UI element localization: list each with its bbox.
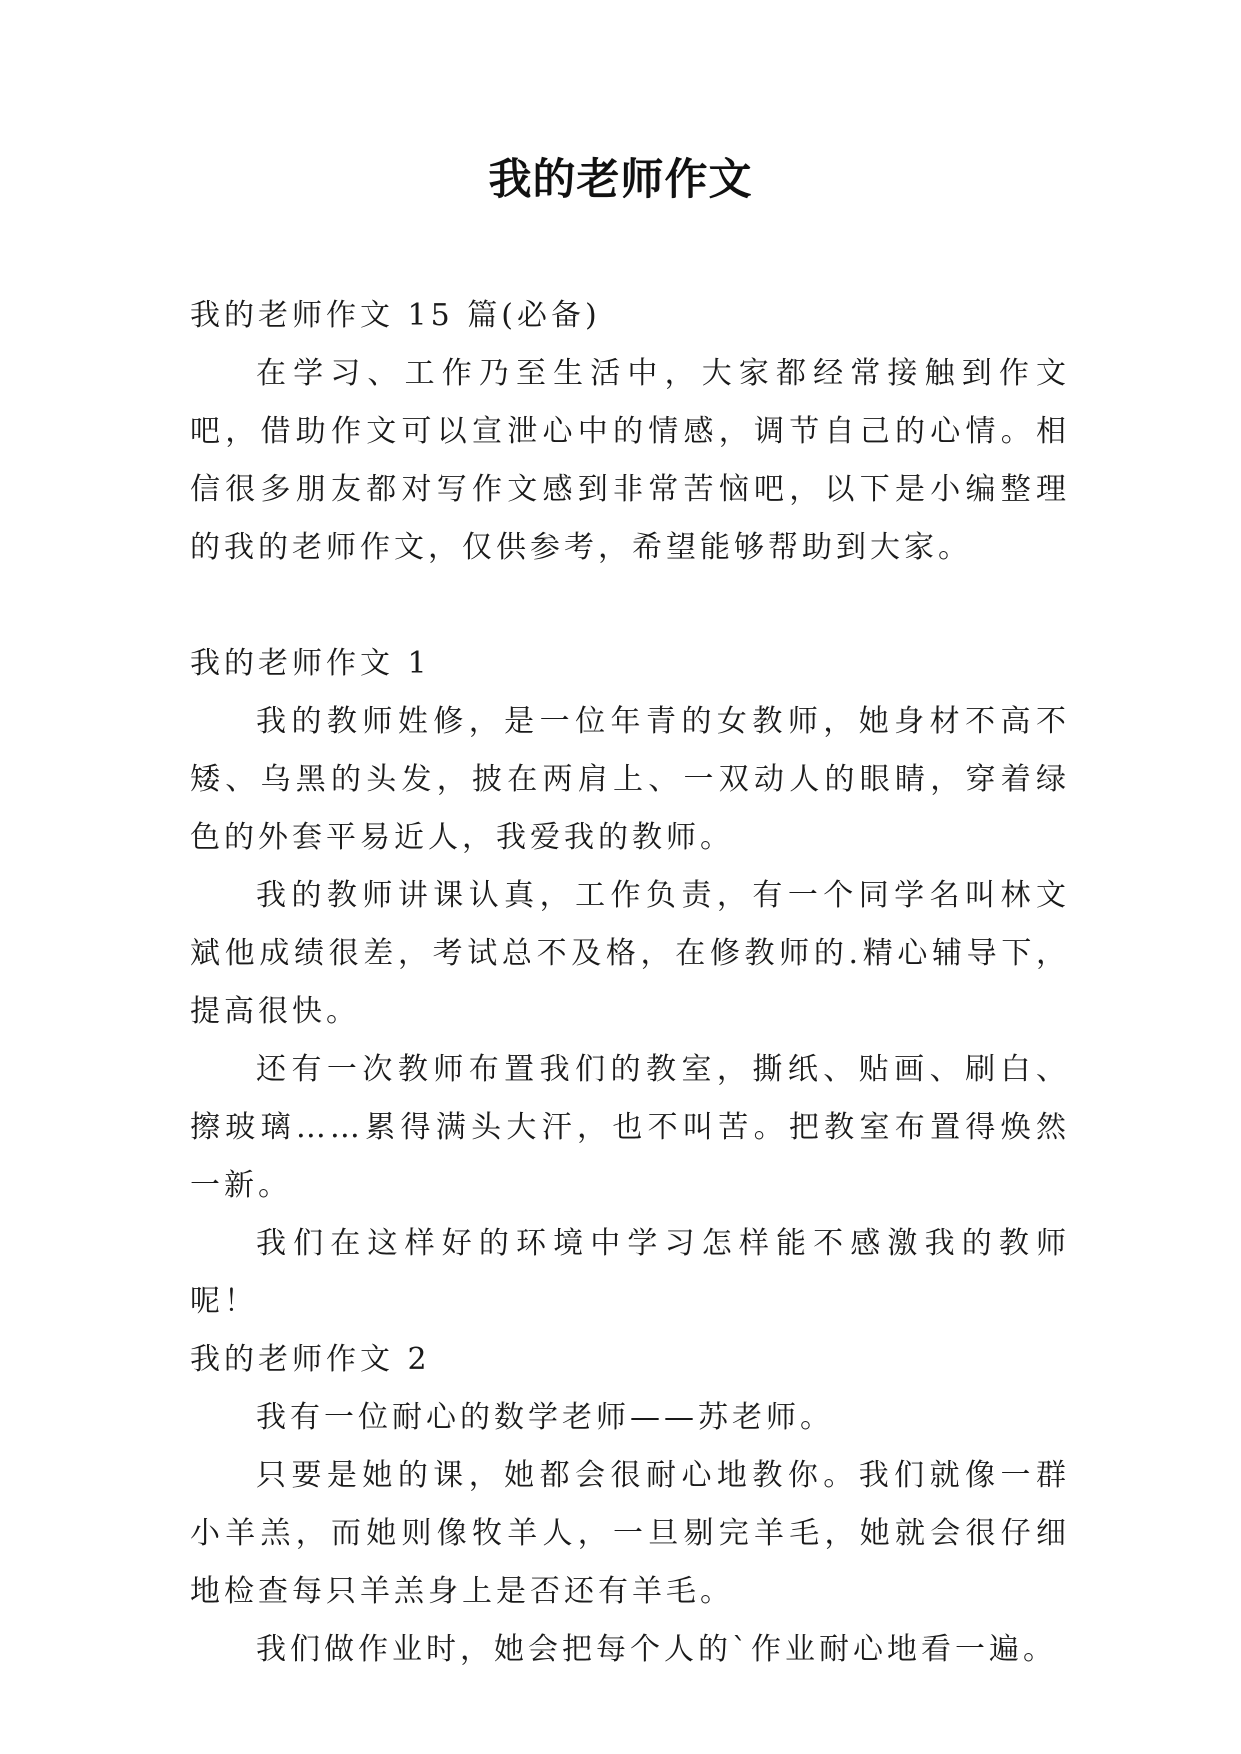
essay-1-paragraph-2: 我的教师讲课认真，工作负责，有一个同学名叫林文斌他成绩很差，考试总不及格，在修教师的.精心辅导下，提高很快。 [190, 878, 1070, 1029]
intro-paragraph: 在学习、工作乃至生活中，大家都经常接触到作文吧，借助作文可以宣泄心中的情感，调节自己的心情。相信很多朋友都对写作文感到非常苦恼吧，以下是小编整理的我的老师作文，仅供参考，希望能够帮助到大家。 [190, 356, 1070, 565]
essay-1-paragraph-3: 还有一次教师布置我们的教室，撕纸、贴画、刷白、擦玻璃……累得满头大汗，也不叫苦。把教室布置得焕然一新。 [190, 1052, 1070, 1203]
essay-2-paragraph-2: 只要是她的课，她都会很耐心地教你。我们就像一群小羊羔，而她则像牧羊人，一旦剔完羊毛，她就会很仔细地检查每只羊羔身上是否还有羊毛。 [190, 1458, 1070, 1609]
essay-1-heading: 我的老师作文 1 [190, 646, 431, 681]
page-title: 我的老师作文 [488, 155, 753, 205]
essay-2-paragraph-3: 我们做作业时，她会把每个人的`作业耐心地看一遍。 [256, 1632, 1057, 1667]
section-spacer [190, 577, 1070, 635]
essay-1-paragraph-1: 我的教师姓修，是一位年青的女教师，她身材不高不矮、乌黑的头发，披在两肩上、一双动人的眼睛，穿着绿色的外套平易近人，我爱我的教师。 [190, 704, 1070, 855]
document-body [190, 287, 1070, 1679]
essay-2-heading: 我的老师作文 2 [190, 1342, 431, 1377]
essay-1-paragraph-4: 我们在这样好的环境中学习怎样能不感激我的教师呢！ [190, 1226, 1070, 1319]
essay-2-paragraph-1: 我有一位耐心的数学老师——苏老师。 [256, 1400, 834, 1435]
document-subtitle: 我的老师作文 15 篇(必备) [190, 298, 601, 333]
